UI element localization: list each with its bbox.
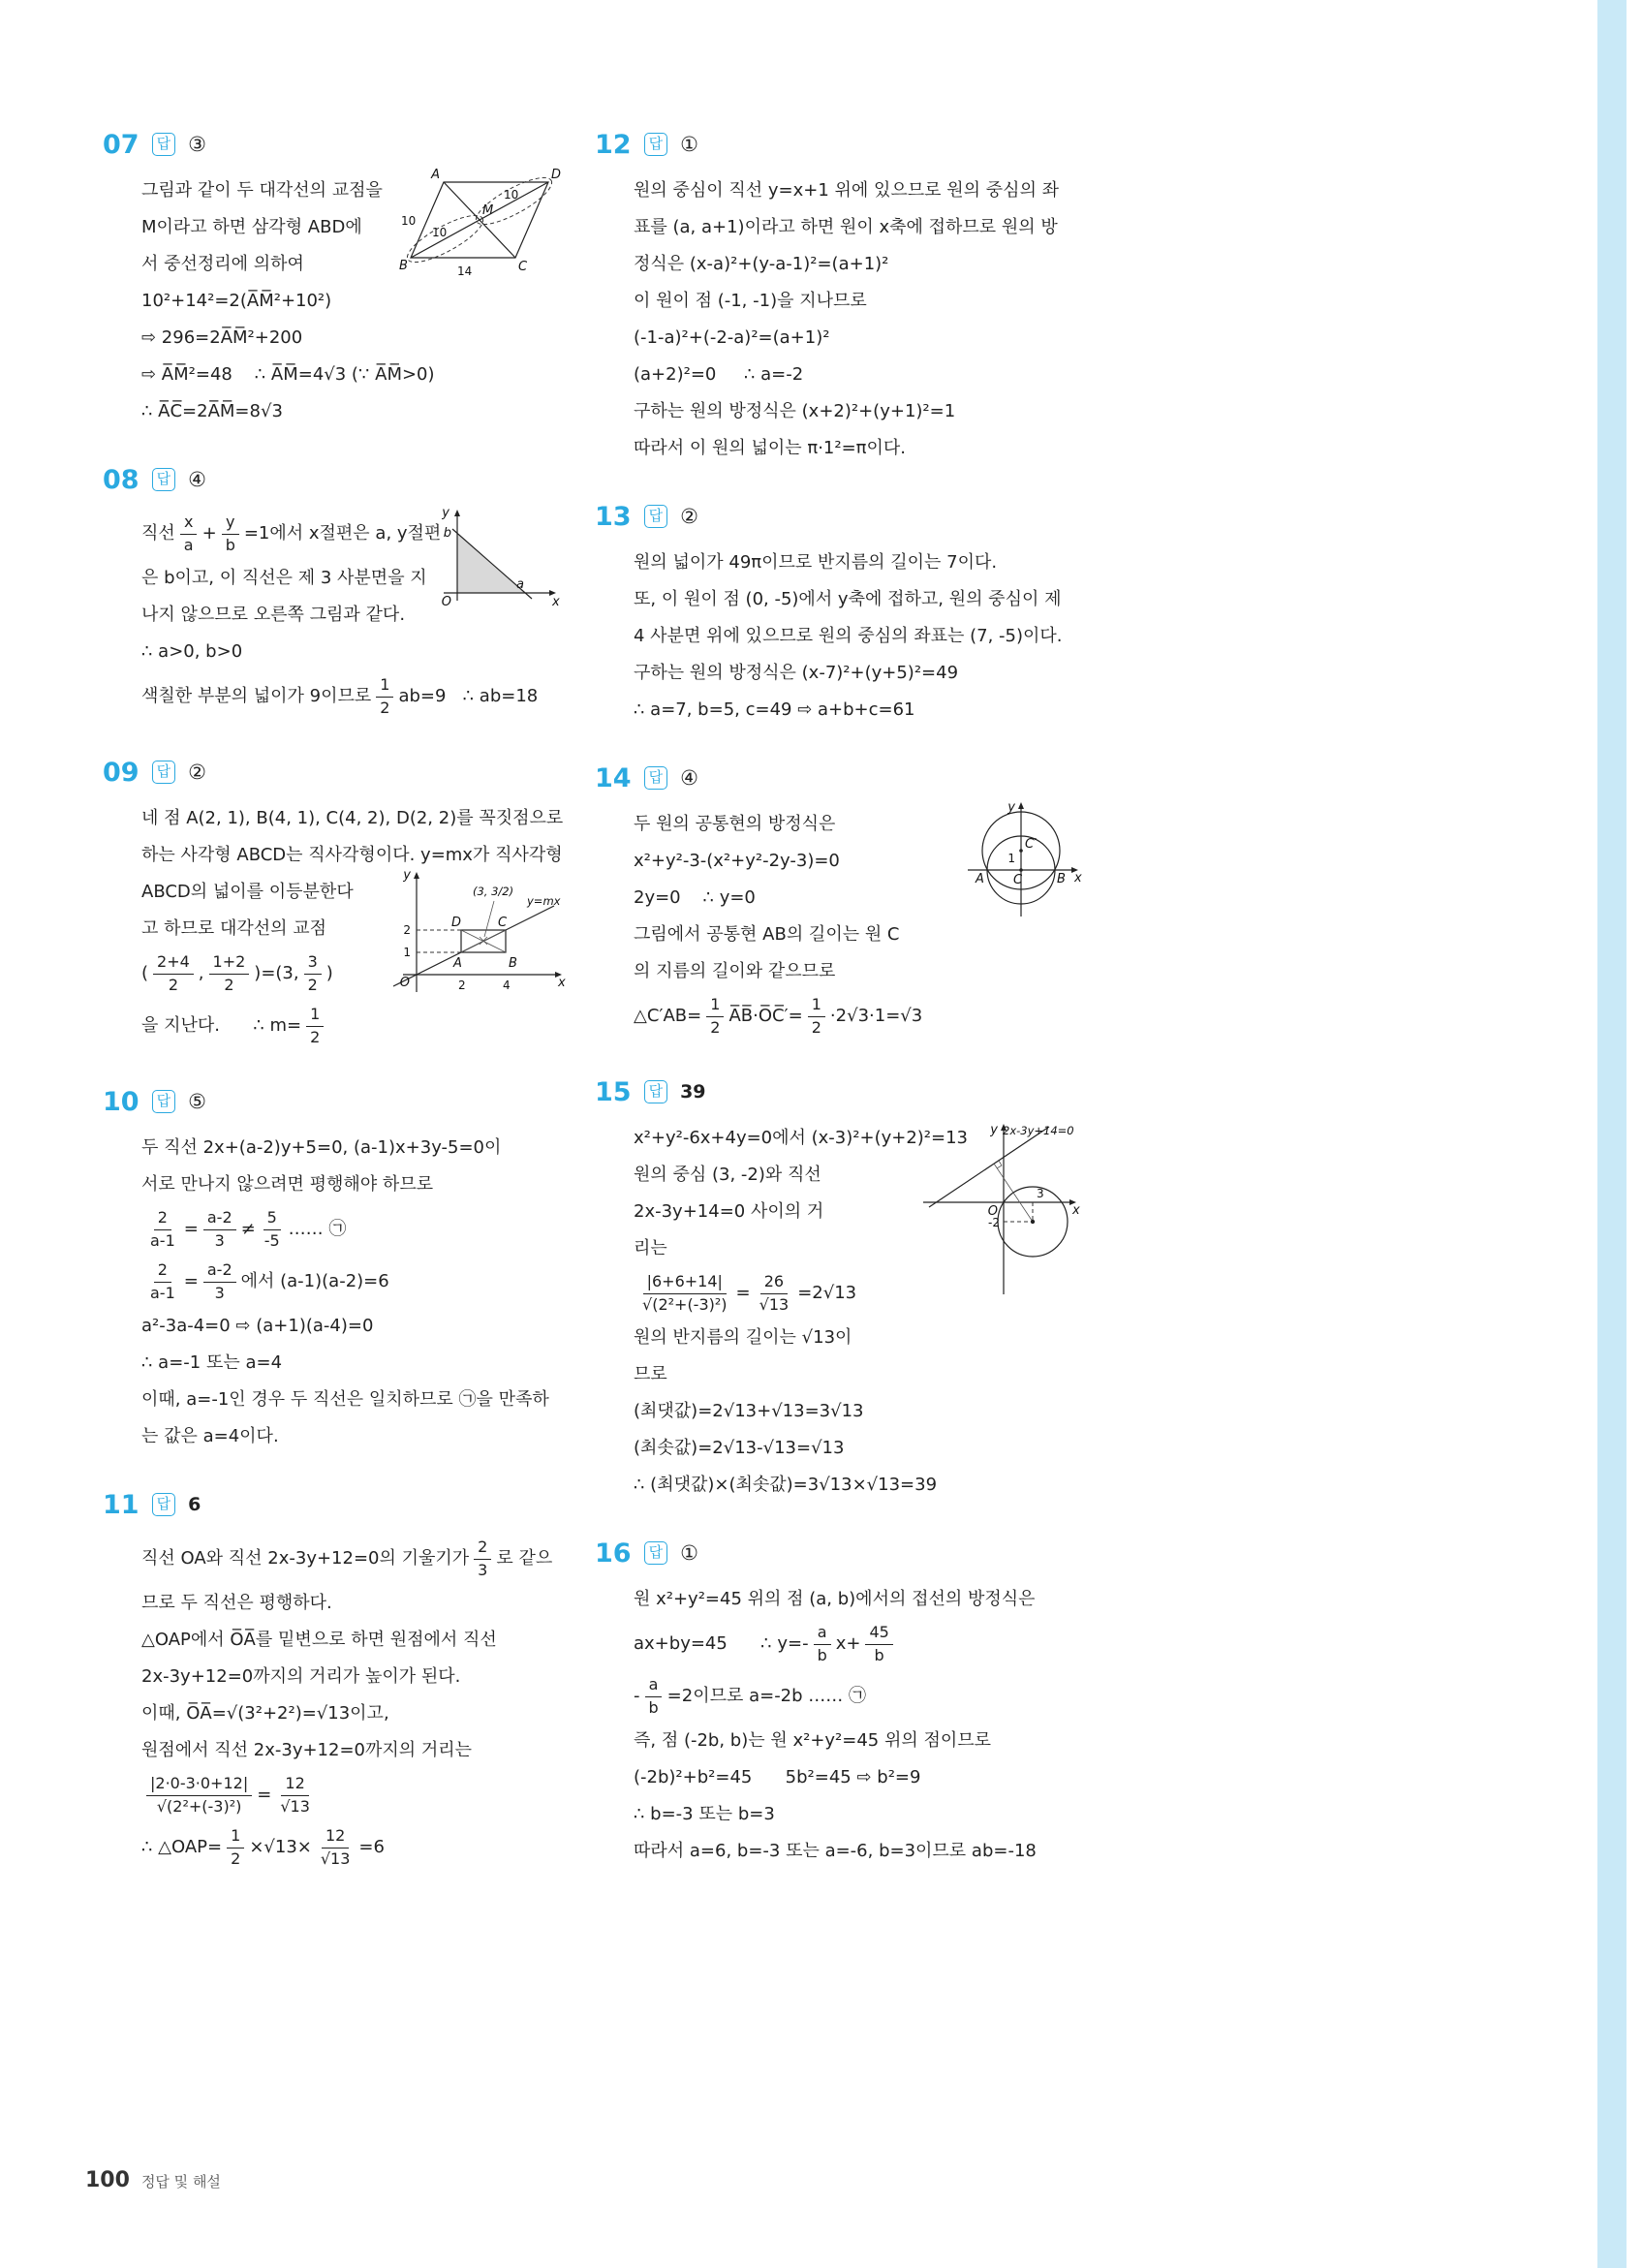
label-O: O xyxy=(987,1204,998,1219)
solution-line: 10²+14²=2(A̅M̅²+10²) xyxy=(141,291,332,311)
math-text: =2√13 xyxy=(797,1282,857,1303)
answer-badge: 답 xyxy=(152,468,176,491)
math-text: △C′AB= xyxy=(634,1005,702,1026)
solution-line: 그림에서 공통현 AB의 길이는 원 C xyxy=(634,924,900,945)
answer-value: ④ xyxy=(680,766,698,790)
solution-line xyxy=(141,670,566,723)
answer-badge: 답 xyxy=(152,1493,176,1516)
fraction xyxy=(276,1775,314,1816)
center-C-prime-dot xyxy=(1019,849,1023,853)
label-C: C xyxy=(518,260,528,274)
solution-line: x²+y²-3-(x²+y²-2y-3)=0 xyxy=(634,851,840,871)
math-text: )=(3, xyxy=(254,962,299,983)
solution-line: 정식은 (x-a)²+(y-a-1)²=(a+1)² xyxy=(634,254,889,274)
label-x: x xyxy=(552,595,560,609)
label-x: x xyxy=(1072,1203,1080,1218)
denominator: 2 xyxy=(380,698,390,717)
math-text: 에서 (a-1)(a-2)=6 xyxy=(240,1270,389,1291)
solution-line: a²-3a-4=0 ⇨ (a+1)(a-4)=0 xyxy=(141,1316,374,1336)
denominator: √(2²+(-3)²) xyxy=(642,1294,728,1314)
solution-line: (최댓값)=2√13+√13=3√13 xyxy=(634,1401,864,1421)
denominator: 2 xyxy=(168,975,178,994)
page-footer xyxy=(85,2168,221,2192)
math-text: ×√13× xyxy=(249,1836,312,1857)
solution-line: 이 원이 점 (-1, -1)을 지나므로 xyxy=(634,291,867,311)
solution-line: 그림과 같이 두 대각선의 교점을 xyxy=(141,180,383,201)
solution-line: ⇨ A̅M̅²=48 ∴ A̅M̅=4√3 (∵ A̅M̅>0) xyxy=(141,364,435,385)
answer-value: ② xyxy=(188,761,206,784)
fraction xyxy=(146,1209,179,1250)
tick-2: 2 xyxy=(458,979,466,992)
denominator: a-1 xyxy=(150,1230,175,1250)
math-text: , xyxy=(198,962,204,983)
label-B: B xyxy=(509,956,517,971)
intercept-triangle-diagram xyxy=(428,504,562,618)
solution-line: 원의 반지름의 길이는 √13이 xyxy=(634,1327,852,1348)
label-side-10: 10 xyxy=(401,214,417,228)
numerator: 2 xyxy=(154,1261,171,1282)
denominator: 3 xyxy=(478,1560,488,1579)
problem-header xyxy=(595,126,1084,163)
math-text: 직선 OA와 직선 2x-3y+12=0의 기울기가 xyxy=(141,1547,470,1569)
point-label: (3, 3/2) xyxy=(473,885,514,898)
denominator: a-1 xyxy=(150,1283,175,1302)
math-text: =6 xyxy=(358,1836,385,1857)
math-text: ≠ xyxy=(240,1218,256,1239)
denominator: -5 xyxy=(263,1230,280,1250)
denominator: 2 xyxy=(811,1017,821,1037)
solution-line: ⇨ 296=2A̅M̅²+200 xyxy=(141,327,303,348)
solution-line: 원점에서 직선 2x-3y+12=0까지의 거리는 xyxy=(141,1740,473,1760)
problem-number: 13 xyxy=(595,501,632,532)
solution-line xyxy=(141,1203,566,1256)
math-text: = xyxy=(183,1218,199,1239)
fraction xyxy=(317,1827,355,1868)
tick-2: 2 xyxy=(403,923,411,937)
numerator: 2 xyxy=(154,1209,171,1229)
answer-badge: 답 xyxy=(644,1541,668,1565)
fraction xyxy=(808,996,825,1037)
math-text: 을 지난다. ∴ m= xyxy=(141,1014,302,1036)
numerator: 2+4 xyxy=(153,953,194,974)
solution-line: 원 x²+y²=45 위의 점 (a, b)에서의 접선의 방정식은 xyxy=(634,1589,1036,1609)
label-BM-10: 10 xyxy=(432,226,448,239)
problem-15 xyxy=(595,1073,1084,1504)
math-text: ∴ △OAP= xyxy=(141,1836,223,1857)
numerator: 1 xyxy=(306,1006,324,1026)
problem-number: 15 xyxy=(595,1076,632,1107)
label-1: 1 xyxy=(1007,852,1015,865)
solution-line: 서 중선정리에 의하여 xyxy=(141,254,304,274)
solution-line xyxy=(634,1670,1084,1723)
circle-line-distance-diagram xyxy=(912,1120,1084,1302)
problem-number: 11 xyxy=(103,1489,139,1520)
solution-body xyxy=(141,1533,566,1874)
math-text: =2이므로 a=-2b …… ㉠ xyxy=(666,1685,867,1706)
solution-body xyxy=(634,544,1084,729)
problem-number: 07 xyxy=(103,129,139,160)
fraction xyxy=(146,1775,252,1816)
solution-line: x²+y²-6x+4y=0에서 (x-3)²+(y+2)²=13 xyxy=(634,1128,969,1148)
diagonal-BD xyxy=(411,182,548,258)
label-D: D xyxy=(551,168,562,182)
tick-4: 4 xyxy=(503,979,511,992)
solution-line: (a+2)²=0 ∴ a=-2 xyxy=(634,364,804,385)
math-text: = xyxy=(183,1270,199,1291)
parallelogram-diagram xyxy=(393,167,566,283)
problem-header xyxy=(103,1486,566,1523)
denominator: 2 xyxy=(710,1017,721,1037)
solution-line: (최솟값)=2√13-√13=√13 xyxy=(634,1438,845,1458)
solution-line: 4 사분면 위에 있으므로 원의 중심의 좌표는 (7, -5)이다. xyxy=(634,626,1063,646)
answer-value: ① xyxy=(680,133,698,156)
center-dot xyxy=(1031,1220,1035,1224)
problem-header xyxy=(103,126,566,163)
math-text: ax+by=45 ∴ y=- xyxy=(634,1632,809,1654)
answer-badge: 답 xyxy=(644,133,668,156)
solution-line: 하는 사각형 ABCD는 직사각형이다. y=mx가 직사각형 xyxy=(141,845,563,865)
left-column xyxy=(103,126,566,1905)
numerator: 2 xyxy=(474,1538,491,1559)
fraction xyxy=(203,1261,236,1302)
solution-line: 따라서 이 원의 넓이는 π·1²=π이다. xyxy=(634,438,907,458)
solution-line: 구하는 원의 방정식은 (x-7)²+(y+5)²=49 xyxy=(634,663,959,683)
answer-badge: 답 xyxy=(152,761,176,784)
label-O: O xyxy=(441,595,451,609)
problem-16 xyxy=(595,1535,1084,1870)
solution-line: 두 원의 공통현의 방정식은 xyxy=(634,814,836,834)
solution-line: (-2b)²+b²=45 5b²=45 ⇨ b²=9 xyxy=(634,1767,921,1787)
math-text: = xyxy=(735,1282,751,1303)
label-MD-10: 10 xyxy=(504,188,519,202)
denominator: √13 xyxy=(759,1294,790,1314)
numerator: 12 xyxy=(281,1775,308,1795)
page-number: 100 xyxy=(85,2168,130,2192)
right-column xyxy=(595,126,1084,1905)
solution-line: 는 값은 a=4이다. xyxy=(141,1426,279,1446)
numerator: 1 xyxy=(706,996,724,1016)
denominator: √13 xyxy=(320,1849,351,1868)
solution-line xyxy=(141,1000,566,1052)
fraction xyxy=(180,513,198,554)
fraction xyxy=(222,513,239,554)
numerator: a-2 xyxy=(203,1209,236,1229)
answer-value: ⑤ xyxy=(188,1090,206,1113)
answer-badge: 답 xyxy=(644,1080,668,1103)
label-B: B xyxy=(1057,872,1066,886)
solution-line: △OAP에서 O̅A̅를 밑변으로 하면 원점에서 직선 xyxy=(141,1630,497,1650)
fraction xyxy=(865,1624,892,1664)
problem-number: 09 xyxy=(103,757,139,788)
numerator: 1 xyxy=(808,996,825,1016)
math-text: ( xyxy=(141,962,149,983)
label-y: y xyxy=(442,506,449,520)
answer-value: 6 xyxy=(188,1494,201,1515)
solution-line: 두 직선 2x+(a-2)y+5=0, (a-1)x+3y-5=0이 xyxy=(141,1137,502,1158)
solution-body xyxy=(634,1581,1084,1870)
page-edge-accent-bar xyxy=(1597,0,1627,2268)
solution-line: 은 b이고, 이 직선은 제 3 사분면을 지 xyxy=(141,568,427,588)
numerator: |6+6+14| xyxy=(643,1273,727,1293)
denominator: a xyxy=(183,535,194,554)
numerator: 1 xyxy=(227,1827,244,1848)
solution-line xyxy=(634,990,1084,1042)
math-text: ·2√3·1=√3 xyxy=(829,1005,923,1026)
fraction xyxy=(306,1006,324,1046)
answer-value: 39 xyxy=(680,1081,706,1103)
denominator: 3 xyxy=(214,1230,225,1250)
denominator: b xyxy=(817,1645,827,1664)
solution-line: (-1-a)²+(-2-a)²=(a+1)² xyxy=(634,327,830,348)
denominator: 2 xyxy=(307,975,318,994)
fraction xyxy=(706,996,724,1037)
problem-08 xyxy=(103,461,566,723)
numerator: a xyxy=(814,1624,831,1644)
fraction xyxy=(756,1273,793,1314)
math-text: - xyxy=(634,1685,640,1706)
fraction xyxy=(227,1827,244,1868)
numerator: 1 xyxy=(376,676,393,697)
numerator: 1+2 xyxy=(209,953,250,974)
solution-line: M이라고 하면 삼각형 ABD에 xyxy=(141,217,362,237)
center-C-dot xyxy=(1019,868,1023,872)
solution-line: ∴ a=-1 또는 a=4 xyxy=(141,1352,283,1373)
solution-line: 므로 xyxy=(634,1364,667,1384)
problem-number: 10 xyxy=(103,1086,139,1117)
problem-header xyxy=(103,1083,566,1120)
solution-line xyxy=(141,1769,566,1821)
problem-14 xyxy=(595,760,1084,1042)
solution-line: 즉, 점 (-2b, b)는 원 x²+y²=45 위의 점이므로 xyxy=(634,1730,992,1751)
solution-line: 의 지름의 길이와 같으므로 xyxy=(634,961,836,981)
answer-badge: 답 xyxy=(644,505,668,528)
line-equation-label: 2x-3y+14=0 xyxy=(1003,1124,1074,1137)
math-text: x+ xyxy=(835,1632,861,1654)
solution-line xyxy=(141,1821,566,1874)
math-text: 직선 xyxy=(141,522,175,544)
line-equation-label: y=mx xyxy=(527,894,561,908)
fraction xyxy=(474,1538,491,1579)
numerator: |2·0-3·0+12| xyxy=(146,1775,252,1795)
math-text: ab=9 ∴ ab=18 xyxy=(398,685,539,706)
solution-line: 원의 넓이가 49π이므로 반지름의 길이는 7이다. xyxy=(634,552,998,573)
solution-line: ∴ (최댓값)×(최솟값)=3√13×√13=39 xyxy=(634,1475,938,1495)
problem-07 xyxy=(103,126,566,430)
fraction xyxy=(261,1209,284,1250)
denominator: b xyxy=(225,535,235,554)
label-a: a xyxy=(516,577,524,592)
label-C-prime: C′ xyxy=(1025,837,1038,852)
answer-value: ① xyxy=(680,1541,698,1565)
fraction xyxy=(304,953,322,994)
label-y: y xyxy=(990,1123,998,1137)
label-y: y xyxy=(1007,800,1015,815)
label-D: D xyxy=(451,916,462,930)
problem-number: 16 xyxy=(595,1538,632,1569)
problem-number: 08 xyxy=(103,464,139,495)
solution-line: 구하는 원의 방정식은 (x+2)²+(y+1)²=1 xyxy=(634,401,956,421)
solution-line: ABCD의 넓이를 이등분한다 xyxy=(141,882,354,902)
problem-header xyxy=(595,1073,1084,1110)
numerator: y xyxy=(222,513,238,534)
tick-1: 1 xyxy=(403,946,411,959)
numerator: 12 xyxy=(322,1827,349,1848)
perpendicular-segment xyxy=(994,1164,1033,1222)
problem-13 xyxy=(595,498,1084,729)
label-C: C xyxy=(498,916,508,930)
solution-line: 이때, a=-1인 경우 두 직선은 일치하므로 ㉠을 만족하 xyxy=(141,1389,549,1410)
answer-badge: 답 xyxy=(152,1090,176,1113)
math-text: 색칠한 부분의 넓이가 9이므로 xyxy=(141,685,372,706)
math-text: =1에서 x절편은 a, y절편 xyxy=(243,522,442,544)
label-A: A xyxy=(453,956,462,971)
fraction xyxy=(209,953,250,994)
problem-11 xyxy=(103,1486,566,1874)
axis-arrow xyxy=(454,510,460,516)
tick-minus-2: -2 xyxy=(988,1216,1000,1229)
axis-arrow xyxy=(414,872,419,879)
label-x: x xyxy=(558,976,566,990)
solution-line: 나지 않으므로 오른쪽 그림과 같다. xyxy=(141,605,406,625)
given-line xyxy=(929,1127,1049,1207)
solution-line: 2y=0 ∴ y=0 xyxy=(634,887,756,908)
denominator: √13 xyxy=(280,1796,310,1816)
numerator: 3 xyxy=(304,953,322,974)
solution-line: 2x-3y+12=0까지의 거리가 높이가 된다. xyxy=(141,1666,461,1687)
denominator: b xyxy=(648,1697,659,1717)
leader-line xyxy=(484,901,494,937)
solution-line: 또, 이 원이 점 (0, -5)에서 y축에 접하고, 원의 중심이 제 xyxy=(634,589,1062,609)
answer-value: ④ xyxy=(188,468,206,491)
fraction xyxy=(376,676,393,717)
fraction xyxy=(645,1676,663,1717)
label-B: B xyxy=(399,259,408,273)
solution-line: 따라서 a=6, b=-3 또는 a=-6, b=3이므로 ab=-18 xyxy=(634,1841,1037,1861)
solution-line: 므로 두 직선은 평행하다. xyxy=(141,1593,332,1613)
solution-body xyxy=(141,1130,566,1455)
label-A: A xyxy=(431,168,440,182)
problem-header xyxy=(103,461,566,498)
answer-badge: 답 xyxy=(152,133,176,156)
solution-body xyxy=(634,172,1084,467)
numerator: a-2 xyxy=(203,1261,236,1282)
problem-header xyxy=(595,1535,1084,1571)
denominator: 2 xyxy=(224,975,234,994)
denominator: 2 xyxy=(231,1849,241,1868)
solution-line: 원의 중심 (3, -2)와 직선 xyxy=(634,1165,821,1185)
denominator: b xyxy=(874,1645,884,1664)
solution-line xyxy=(634,1618,1084,1670)
problem-number: 14 xyxy=(595,762,632,793)
problem-12 xyxy=(595,126,1084,467)
solution-line: 서로 만나지 않으려면 평행해야 하므로 xyxy=(141,1174,434,1195)
math-text: ) xyxy=(325,962,333,983)
denominator: 3 xyxy=(214,1283,225,1302)
footer-label: 정답 및 해설 xyxy=(140,2173,221,2190)
numerator: 26 xyxy=(760,1273,788,1293)
two-circles-diagram xyxy=(960,798,1084,922)
content-columns xyxy=(103,126,1084,1905)
math-text: = xyxy=(257,1784,272,1805)
label-y: y xyxy=(403,868,411,883)
answer-badge: 답 xyxy=(644,766,668,790)
problem-number: 12 xyxy=(595,129,632,160)
problem-10 xyxy=(103,1083,566,1455)
fraction xyxy=(153,953,194,994)
label-C: C xyxy=(1013,873,1023,887)
label-x: x xyxy=(1074,871,1082,885)
problem-09 xyxy=(103,754,566,1052)
solution-line: 네 점 A(2, 1), B(4, 1), C(4, 2), D(2, 2)를 꼭짓점으로 xyxy=(141,808,564,828)
solution-line xyxy=(141,1256,566,1308)
label-O: O xyxy=(399,976,410,990)
rectangle-bisect-diagram xyxy=(378,866,570,1004)
numerator: 5 xyxy=(263,1209,281,1229)
solution-line: ∴ A̅C̅=2A̅M̅=8√3 xyxy=(141,401,283,421)
solution-line: ∴ b=-3 또는 b=3 xyxy=(634,1804,775,1824)
math-text: + xyxy=(201,522,217,544)
solution-line: 원의 중심이 직선 y=x+1 위에 있으므로 원의 중심의 좌 xyxy=(634,180,1060,201)
label-A: A xyxy=(976,872,984,886)
solution-line: ∴ a>0, b>0 xyxy=(141,641,243,662)
math-text: 로 같으 xyxy=(496,1547,553,1569)
numerator: 45 xyxy=(865,1624,892,1644)
label-b: b xyxy=(443,526,451,541)
solution-line: 표를 (a, a+1)이라고 하면 원이 x축에 접하므로 원의 방 xyxy=(634,217,1058,237)
denominator: 2 xyxy=(310,1027,321,1046)
axis-arrow xyxy=(1018,802,1024,809)
solution-line: ∴ a=7, b=5, c=49 ⇨ a+b+c=61 xyxy=(634,699,915,720)
fraction xyxy=(146,1261,179,1302)
fraction xyxy=(638,1273,731,1314)
fraction xyxy=(814,1624,831,1664)
answer-value: ② xyxy=(680,505,698,528)
label-M: M xyxy=(482,203,494,218)
problem-header xyxy=(103,754,566,791)
solution-line: 이때, O̅A̅=√(3²+2²)=√13이고, xyxy=(141,1703,389,1724)
numerator: a xyxy=(645,1676,663,1696)
solution-line xyxy=(141,1533,566,1585)
fraction xyxy=(203,1209,236,1250)
solution-line: 리는 xyxy=(634,1238,667,1258)
math-text: A̅B̅·O̅C̅′= xyxy=(728,1005,803,1026)
math-text: …… ㉠ xyxy=(288,1218,347,1239)
solution-line: 2x-3y+14=0 사이의 거 xyxy=(634,1201,824,1222)
label-BC-14: 14 xyxy=(457,264,473,278)
problem-header xyxy=(595,498,1084,535)
tick-3: 3 xyxy=(1037,1187,1044,1200)
numerator: x xyxy=(180,513,197,534)
solution-line: 고 하므로 대각선의 교점 xyxy=(141,918,327,939)
problem-header xyxy=(595,760,1084,796)
denominator: √(2²+(-3)²) xyxy=(156,1796,242,1816)
answer-value: ③ xyxy=(188,133,206,156)
